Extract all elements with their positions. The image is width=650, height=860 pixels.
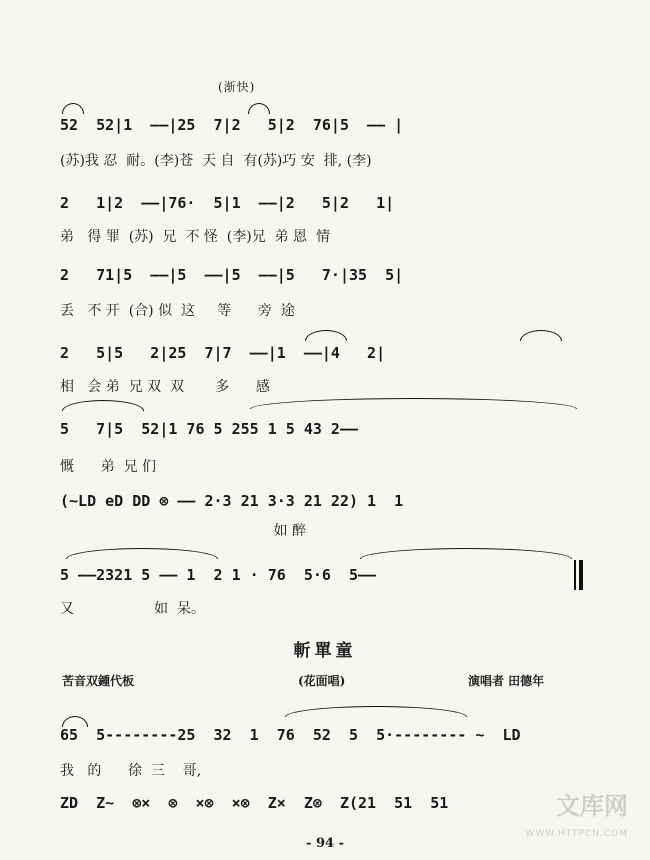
notation-row-8: 65 5--------25 32 1 76 52 5 5·-------- ~ LD [60,726,521,744]
slur [62,400,144,411]
notation-row-5: 5 7|5 52|1 76 5 255 1 5 43 2—— [60,420,359,438]
notation-row-2: 2 1|2 ——|76· 5|1 ——|2 5|2 1| [60,194,395,212]
tune-label: 苦音双鍾代板 [62,674,135,688]
slur [250,398,577,409]
notation-row-1: 52 52|1 ——|25 7|2 5|2 76|5 —— | [60,116,404,134]
watermark-text: 文库网 [556,792,628,820]
lyric-row-3: 丢 不 开 (合) 似 这 等 旁 途 [60,303,295,319]
lyric-row-6: 如 醉 [60,523,307,539]
notation-row-9: ZD Z~ ⊗× ⊗ ×⊗ ×⊗ Z× Z⊗ Z(21 51 51 [60,794,449,812]
slur [305,330,347,341]
notation-row-4: 2 5|5 2|25 7|7 ——|1 ——|4 2| [60,344,386,362]
slur [520,330,562,341]
slur [66,548,218,559]
notation-row-3: 2 71|5 ——|5 ——|5 ——|5 7·|35 5| [60,266,404,284]
lyric-row-4: 相 会 弟 兄 双 双 多 感 [60,379,270,395]
final-barline-thick [579,560,583,590]
slur [62,103,84,114]
style-label: (花面唱) [298,674,346,688]
lyric-row-1: (苏)我 忍 耐。(李)苍 天 自 有(苏)巧 安 排, (李) [60,153,372,169]
notation-row-7: 5 ——2321 5 —— 1 2 1 · 76 5·6 5—— [60,566,377,584]
performer-label: 演唱者 田德年 [468,674,545,688]
tempo-marking: (渐快) [218,80,256,94]
lyric-row-7: 又 如 呆。 [60,601,206,617]
piece-title: 斬單童 [293,641,357,661]
slur [285,706,467,717]
page-number: - 94 - [306,836,344,851]
final-barline-thin [574,560,576,590]
slur [360,548,572,559]
lyric-row-8: 我 的 徐 三 哥, [60,763,202,779]
watermark-url: WWW.HTTPCN.COM [525,829,628,839]
notation-row-6: (~LD eD DD ⊗ —— 2·3 21 3·3 21 22) 1 1 [60,492,404,510]
lyric-row-2: 弟 得 罪 (苏) 兄 不 怪 (李)兄 弟 恩 情 [60,229,330,245]
watermark [525,786,628,840]
slur [248,103,270,114]
lyric-row-5: 慨 弟 兄 们 [60,459,157,475]
